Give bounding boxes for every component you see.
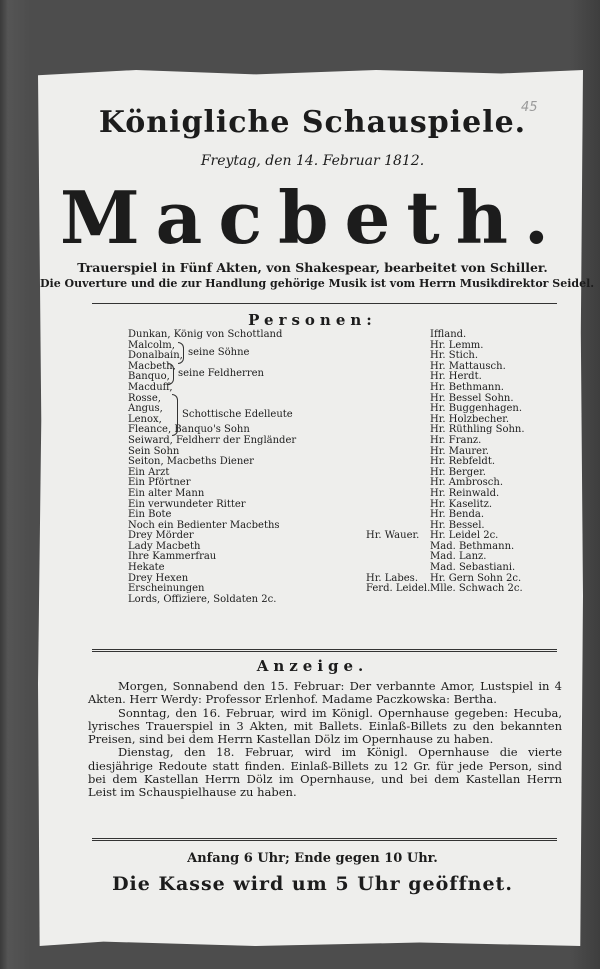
cast-extra-actor: Ferd. Leidel. [366,583,431,595]
theatre-name: Königliche Schauspiele. [98,105,527,140]
cast-role: Fleance, Banquo's Sohn [128,424,250,436]
cast-row [128,489,568,500]
cast-role: Malcolm, [128,339,175,351]
cast-actor: Hr. Rüthling Sohn. [430,424,525,436]
cast-role: Ein Pförtner [128,477,191,489]
divider-middle [92,649,557,652]
cast-actor: Hr. Gern Sohn 2c. [430,572,522,584]
cast-actor: Hr. Buggenhagen. [430,403,523,415]
cast-actor: Hr. Stich. [430,350,479,362]
brace-mark [168,363,174,385]
cast-heading: Personen: [248,311,377,329]
cast-row [128,457,568,468]
cast-actor: Hr. Herdt. [430,371,482,383]
start-end-times: Anfang 6 Uhr; Ende gegen 10 Uhr. [187,851,438,866]
cast-extra-actor: Hr. Wauer. [366,530,420,542]
cast-role: Erscheinungen [128,583,205,595]
cast-row [128,436,568,447]
cast-role: Ein Bote [128,509,172,521]
brace-label-nobles: Schottische Edelleute [182,409,293,420]
cast-actor: Hr. Berger. [430,466,486,478]
cast-row [128,500,568,511]
cast-role: Sein Sohn [128,445,180,457]
cast-role: Lenox, [128,413,162,425]
cast-actor: Hr. Bessel Sohn. [430,392,514,404]
play-title: Macbeth. [59,175,565,260]
notice-heading: Anzeige. [256,657,369,675]
cast-actor: Hr. Kaselitz. [430,498,493,510]
divider-bottom [92,838,557,841]
cast-role: Ein alter Mann [128,487,205,499]
cast-role: Rosse, [128,392,161,404]
cast-role: Dunkan, König von Schottland [128,329,283,340]
cast-role: Donalbain, [128,350,183,362]
cast-actor: Hr. Lemm. [430,339,484,351]
cast-role: Drey Mörder [128,530,194,542]
cast-role: Ein Arzt [128,466,170,478]
cast-actor: Hr. Holzbecher. [430,413,510,425]
cast-actor: Mad. Bethmann. [430,540,515,552]
date-line: Freytag, den 14. Februar 1812. [200,153,425,169]
cast-role: Angus, [128,403,163,415]
cast-row [128,595,568,606]
notice-text [88,680,562,800]
cast-actor: Iffland. [430,329,467,340]
brace-label-sons: seine Söhne [188,347,250,358]
cast-role: Macduff, [128,381,173,393]
cast-extra-actor: Hr. Labes. [366,572,418,584]
divider-top [92,303,557,304]
cast-role: Hekate [128,562,165,574]
cast-row [128,521,568,532]
cast-actor: Hr. Benda. [430,509,485,521]
cast-actor: Hr. Franz. [430,434,482,446]
cast-role: Lords, Offiziere, Soldaten 2c. [128,593,277,605]
cast-role: Lady Macbeth [128,540,201,552]
cast-actor: Hr. Bessel. [430,519,485,531]
cast-actor: Hr. Reinwald. [430,487,500,499]
cast-role: Ein verwundeter Ritter [128,498,246,510]
cast-role: Macbeth, [128,360,176,372]
cast-actor: Hr. Leidel 2c. [430,530,499,542]
cast-role: Drey Hexen [128,572,189,584]
notice-paragraph-3: Dienstag, den 18. Februar, wird im Königl. Opernhause die vierte diesjährige Redoute statt finden. Einlaß-Billets zu 12 Gr. für jede Person, sind bei dem Kastellan Herrn Dölz im Opernhause, und bei dem Kastellan Herrn Leist im Schauspielhause zu haben. [88,745,562,800]
brace-mark [178,342,184,364]
box-office-opening: Die Kasse wird um 5 Uhr geöffnet. [112,873,513,895]
play-subtitle: Trauerspiel in Fünf Akten, von Shakespear, bearbeitet von Schiller. [77,260,548,275]
cast-row [128,330,568,341]
cast-actor: Hr. Maurer. [430,445,489,457]
cast-role: Seiton, Macbeths Diener [128,456,254,468]
music-note: Die Ouverture und die zur Handlung gehörige Musik ist vom Herrn Musikdirektor Seidel. [40,277,595,290]
notice-paragraph-1: Morgen, Sonnabend den 15. Februar: Der verbannte Amor, Lustspiel in 4 Akten. Herr Werdy: Professor Erlenhof. Madame Paczkowska: Bertha. [88,679,562,707]
cast-actor: Hr. Mattausch. [430,360,506,372]
cast-role: Ihre Kammerfrau [128,551,217,563]
cast-actor: Mad. Lanz. [430,551,487,563]
cast-role: Banquo, [128,371,170,383]
cast-actor: Mad. Sebastiani. [430,562,516,574]
cast-role: Seiward, Feldherr der Engländer [128,434,297,446]
margin-note: 45 [521,100,538,115]
cast-actor: Hr. Ambrosch. [430,477,504,489]
cast-actor: Hr. Rebfeldt. [430,456,496,468]
brace-mark [172,394,178,436]
brace-label-generals: seine Feldherren [178,368,264,379]
notice-paragraph-2: Sonntag, den 16. Februar, wird im Königl. Opernhause gegeben: Hecuba, lyrisches Trauerspiel in 3 Akten, mit Ballets. Einlaß-Billets zu den bekannten Preisen, sind bei dem Herrn Kastellan Dölz im Opernhause zu haben. [88,705,562,747]
cast-row [128,383,568,394]
cast-role: Noch ein Bedienter Macbeths [128,519,280,531]
cast-actor: Hr. Bethmann. [430,381,504,393]
cast-actor: Mlle. Schwach 2c. [430,583,523,595]
